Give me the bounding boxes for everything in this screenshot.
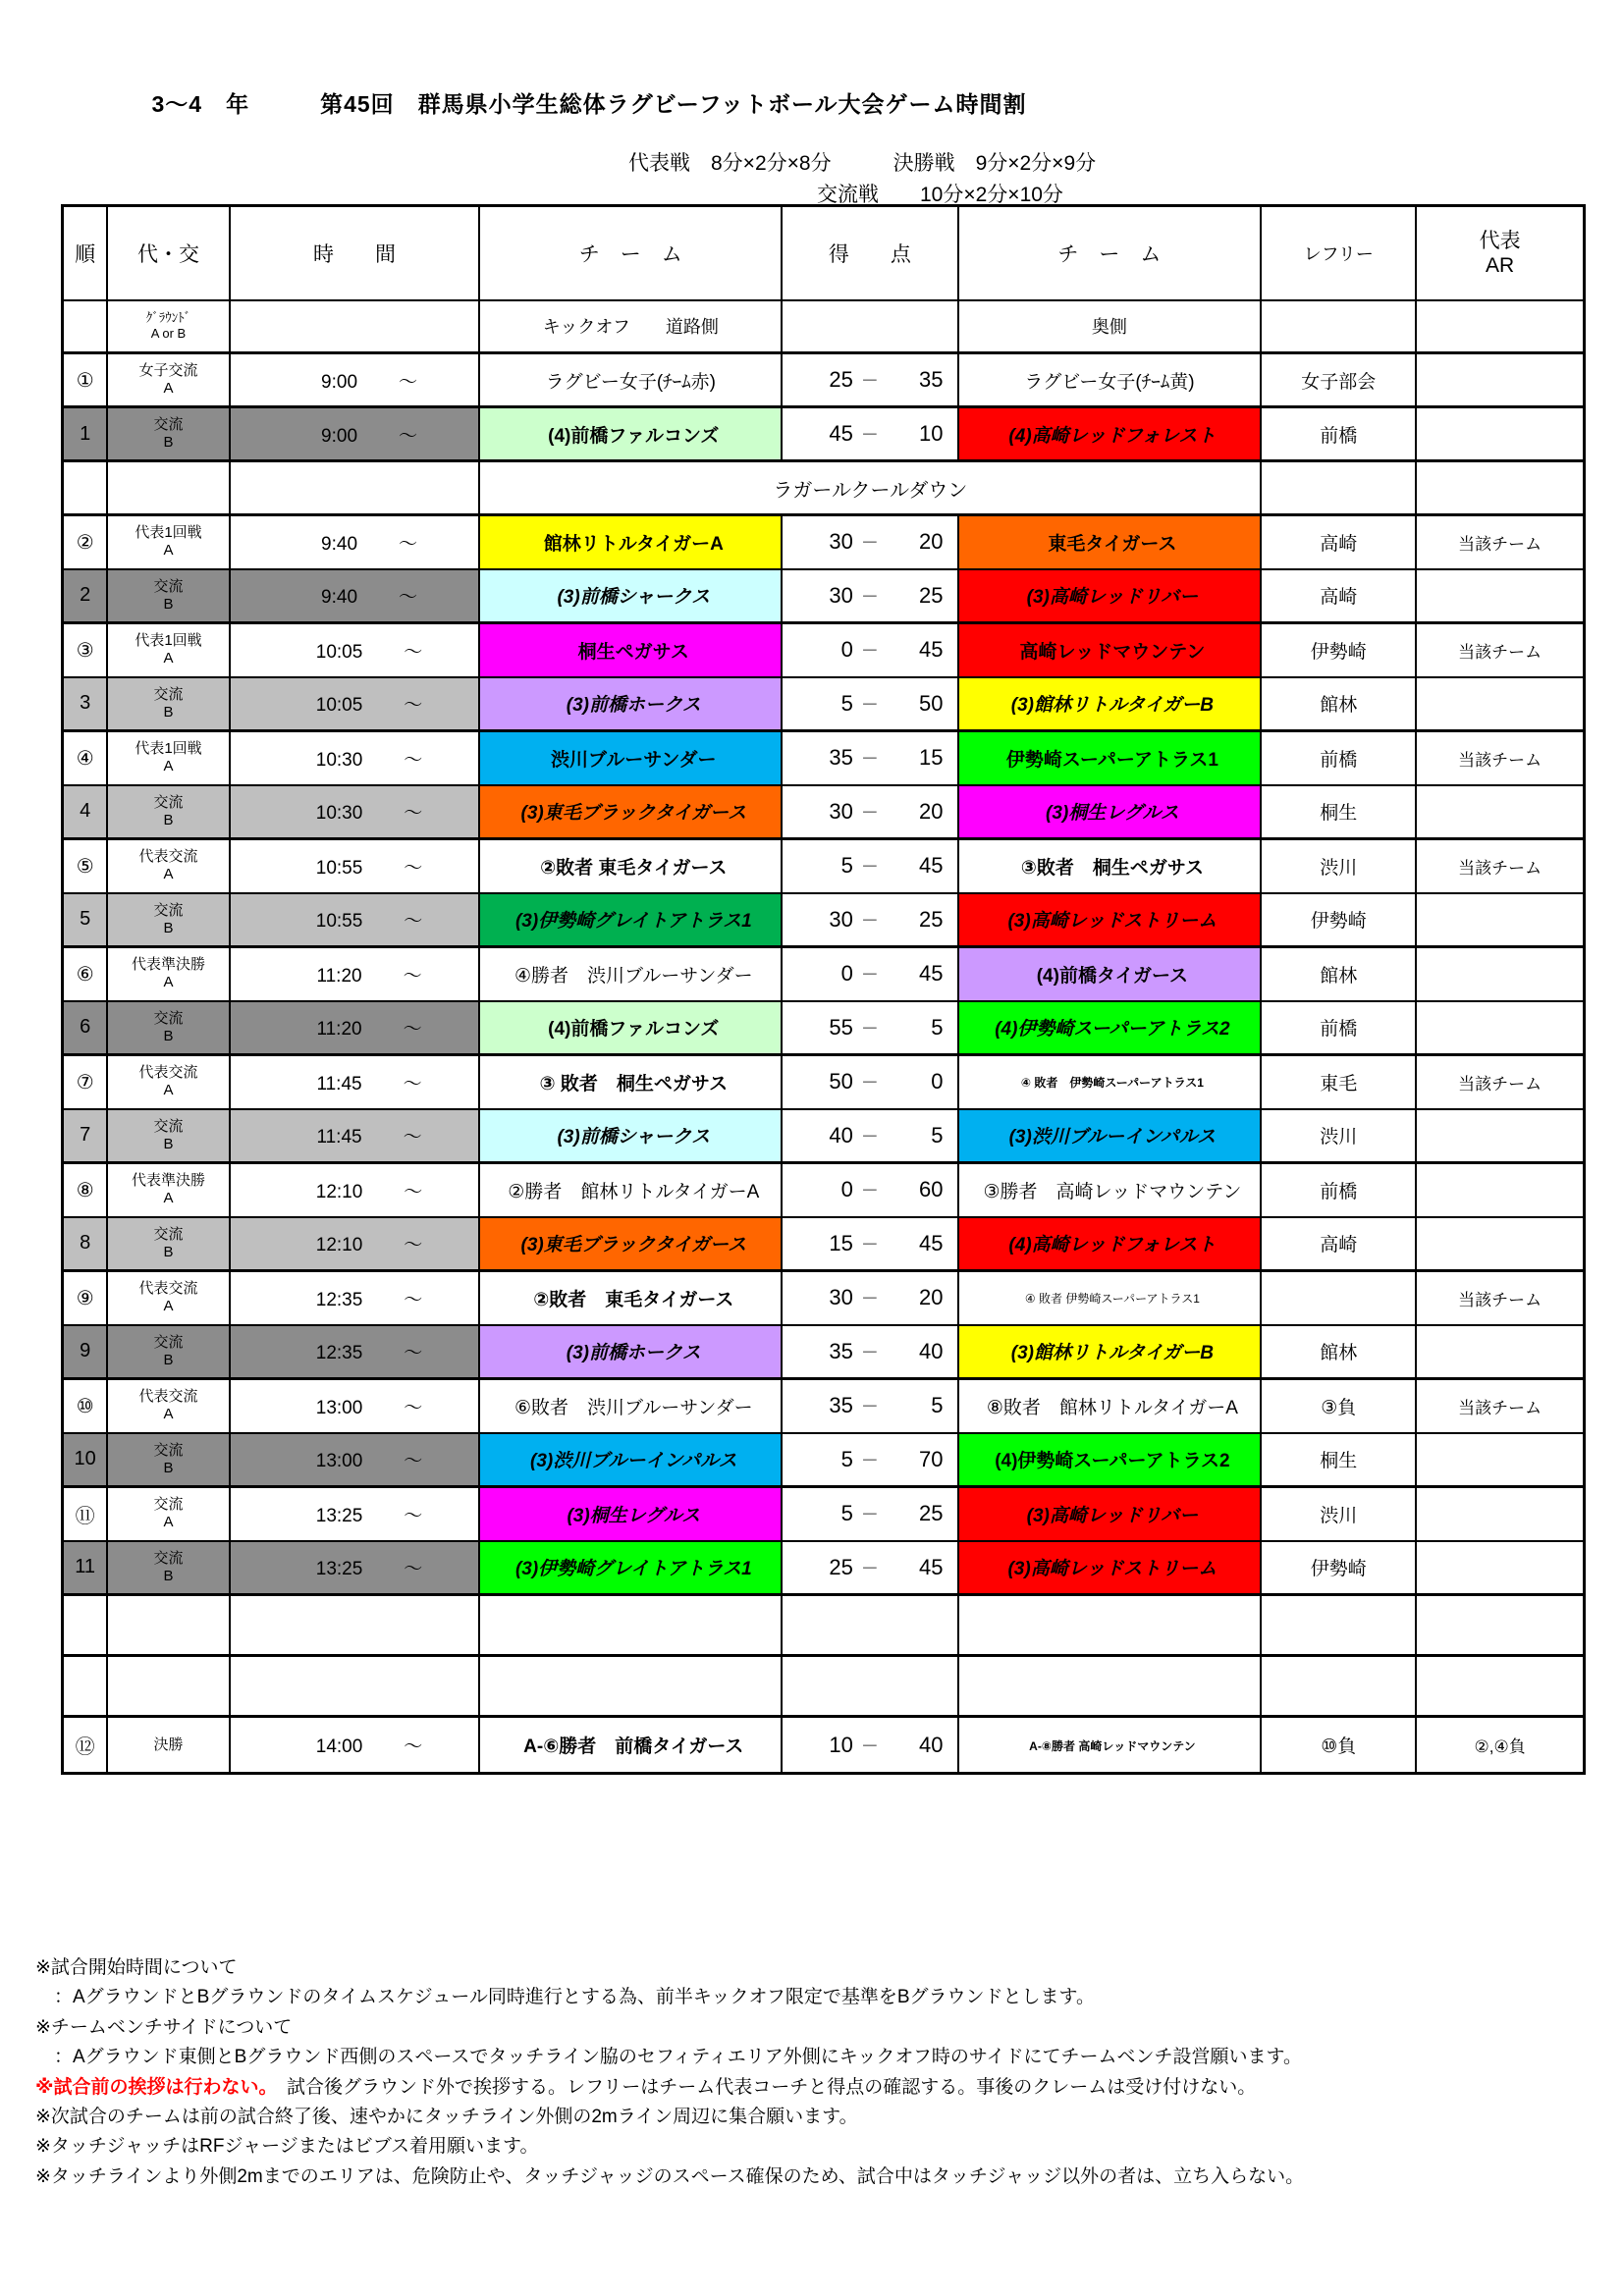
- footer-notes: [35, 1953, 1606, 2192]
- table-row: [63, 1109, 1585, 1163]
- time-cell: 11:45 ～: [230, 1109, 480, 1163]
- referee-cell: 館林: [1261, 947, 1416, 1001]
- score-cell: 5 － 70: [782, 1433, 957, 1487]
- order-cell: 3: [63, 677, 108, 731]
- time-cell: 9:40 ～: [230, 569, 480, 623]
- order-cell: ⑩: [63, 1379, 108, 1433]
- ar-cell: [1416, 461, 1584, 515]
- header-ar: 代表 AR: [1416, 206, 1584, 300]
- subheader-ground: ｸﾞﾗｳﾝﾄﾞ A or B: [107, 300, 229, 353]
- team2-cell: ⑧敗者 館林リトルタイガーA: [958, 1379, 1262, 1433]
- note-line: ※タッチラインより外側2mまでのエリアは、危険防止や、タッチジャッジのスペース確保のため、試合中はタッチジャッジ以外の者は、立ち入らない。: [35, 2165, 1305, 2187]
- referee-cell: 桐生: [1261, 1433, 1416, 1487]
- empty-cell: [958, 1595, 1262, 1656]
- team2-cell: ③敗者 桐生ペガサス: [958, 839, 1262, 893]
- ar-cell: [1416, 407, 1584, 461]
- team1-cell: (3)渋川ブルーインパルス: [479, 1433, 782, 1487]
- subheader-far-side: 奥側: [958, 300, 1262, 353]
- ar-cell: 当該チーム: [1416, 623, 1584, 677]
- category-cell: 交流 B: [107, 1433, 229, 1487]
- empty-cell: [782, 1656, 957, 1717]
- time-cell: 13:25 ～: [230, 1541, 480, 1595]
- table-row: [63, 1271, 1585, 1325]
- category-cell: 交流 B: [107, 1001, 229, 1055]
- ar-cell: 当該チーム: [1416, 839, 1584, 893]
- table-row: [63, 1717, 1585, 1774]
- referee-cell: [1261, 1271, 1416, 1325]
- score-cell: 25 － 35: [782, 353, 957, 407]
- subheader-blank-order: [63, 300, 108, 353]
- header-team2: チ ー ム: [958, 206, 1262, 300]
- team2-cell: ③勝者 高崎レッドマウンテン: [958, 1163, 1262, 1217]
- referee-cell: 前橋: [1261, 1001, 1416, 1055]
- order-cell: [63, 461, 108, 515]
- note-line: ※試合前の挨拶は行わない。 試合後グラウンド外で挨拶する。レフリーはチーム代表コーチと得点の確認する。事後のクレームは受け付けない。: [35, 2076, 1257, 2098]
- order-cell: ①: [63, 353, 108, 407]
- team1-cell: ④勝者 渋川ブルーサンダー: [479, 947, 782, 1001]
- score-cell: 5 － 50: [782, 677, 957, 731]
- time-cell: 11:20 ～: [230, 1001, 480, 1055]
- match-duration-exchange: 交流戦 10分×2分×10分: [817, 184, 1063, 206]
- table-row: [63, 947, 1585, 1001]
- category-cell: 代表交流 A: [107, 839, 229, 893]
- team2-cell: A-⑧勝者 高崎レッドマウンテン: [958, 1717, 1262, 1774]
- referee-cell: 桐生: [1261, 785, 1416, 839]
- header-team1: チ ー ム: [479, 206, 782, 300]
- ar-cell: 当該チーム: [1416, 1055, 1584, 1109]
- order-cell: 10: [63, 1433, 108, 1487]
- order-cell: ⑤: [63, 839, 108, 893]
- ar-cell: [1416, 677, 1584, 731]
- category-cell: 代表準決勝 A: [107, 947, 229, 1001]
- team2-cell: 高崎レッドマウンテン: [958, 623, 1262, 677]
- score-cell: 10 － 40: [782, 1717, 957, 1774]
- referee-cell: 高崎: [1261, 1217, 1416, 1271]
- time-cell: 12:35 ～: [230, 1271, 480, 1325]
- table-row: [63, 1163, 1585, 1217]
- ar-cell: ②,④負: [1416, 1717, 1584, 1774]
- table-row: [63, 677, 1585, 731]
- subheader-blank-ar: [1416, 300, 1584, 353]
- category-cell: 交流 B: [107, 1325, 229, 1379]
- table-row: [63, 1433, 1585, 1487]
- score-cell: 35 － 15: [782, 731, 957, 785]
- score-cell: 30 － 25: [782, 569, 957, 623]
- time-cell: 12:10 ～: [230, 1163, 480, 1217]
- score-cell: 50 － 0: [782, 1055, 957, 1109]
- order-cell: 11: [63, 1541, 108, 1595]
- ar-cell: [1416, 1001, 1584, 1055]
- ar-cell: [1416, 569, 1584, 623]
- category-cell: 交流 B: [107, 1217, 229, 1271]
- empty-cell: [1261, 1656, 1416, 1717]
- empty-cell: [63, 1656, 108, 1717]
- referee-cell: [1261, 461, 1416, 515]
- order-cell: 2: [63, 569, 108, 623]
- ar-cell: [1416, 893, 1584, 947]
- time-cell: 10:55 ～: [230, 839, 480, 893]
- referee-cell: 前橋: [1261, 407, 1416, 461]
- note-line: ※タッチジャッチはRFジャージまたはビブス着用願います。: [35, 2136, 539, 2158]
- time-cell: 9:00 ～: [230, 407, 480, 461]
- table-row: [63, 353, 1585, 407]
- referee-cell: 館林: [1261, 1325, 1416, 1379]
- empty-cell: [63, 1595, 108, 1656]
- score-cell: 5 － 45: [782, 839, 957, 893]
- time-cell: 11:45 ～: [230, 1055, 480, 1109]
- referee-cell: ③負: [1261, 1379, 1416, 1433]
- team2-cell: 東毛タイガース: [958, 515, 1262, 569]
- ar-cell: [1416, 1325, 1584, 1379]
- team2-cell: (3)高崎レッドリバー: [958, 1487, 1262, 1541]
- team1-cell: A-⑥勝者 前橋タイガース: [479, 1717, 782, 1774]
- table-row: [63, 1656, 1585, 1717]
- table-row: [63, 515, 1585, 569]
- table-row: [63, 839, 1585, 893]
- note-line: ：AグラウンドとBグラウンドのタイムスケジュール同時進行とする為、前半キックオフ限定で基準をBグラウンドとします。: [35, 1987, 1096, 2008]
- category-cell: 交流 B: [107, 407, 229, 461]
- team1-cell: ②敗者 東毛タイガース: [479, 1271, 782, 1325]
- referee-cell: 女子部会: [1261, 353, 1416, 407]
- table-row: [63, 1541, 1585, 1595]
- score-cell: 25 － 45: [782, 1541, 957, 1595]
- ar-cell: [1416, 1487, 1584, 1541]
- order-cell: 4: [63, 785, 108, 839]
- referee-cell: 高崎: [1261, 515, 1416, 569]
- team1-cell: ③ 敗者 桐生ペガサス: [479, 1055, 782, 1109]
- category-cell: 交流 B: [107, 1109, 229, 1163]
- referee-cell: 前橋: [1261, 731, 1416, 785]
- header-score: 得 点: [782, 206, 957, 300]
- score-cell: 35 － 5: [782, 1379, 957, 1433]
- team2-cell: (4)伊勢崎スーパーアトラス2: [958, 1001, 1262, 1055]
- time-cell: 10:05 ～: [230, 677, 480, 731]
- score-cell: 0 － 45: [782, 623, 957, 677]
- referee-cell: 渋川: [1261, 839, 1416, 893]
- team1-cell: (3)前橋シャークス: [479, 569, 782, 623]
- team1-cell: ②勝者 館林リトルタイガーA: [479, 1163, 782, 1217]
- order-cell: ⑦: [63, 1055, 108, 1109]
- order-cell: ③: [63, 623, 108, 677]
- score-cell: 0 － 45: [782, 947, 957, 1001]
- time-cell: 11:20 ～: [230, 947, 480, 1001]
- empty-cell: [479, 1656, 782, 1717]
- referee-cell: 伊勢崎: [1261, 893, 1416, 947]
- time-cell: 9:00 ～: [230, 353, 480, 407]
- team2-cell: (3)高崎レッドストリーム: [958, 893, 1262, 947]
- ar-cell: 当該チーム: [1416, 731, 1584, 785]
- score-cell: 5 － 25: [782, 1487, 957, 1541]
- table-row: [63, 407, 1585, 461]
- score-cell: 40 － 5: [782, 1109, 957, 1163]
- category-cell: 交流 B: [107, 569, 229, 623]
- category-cell: 代表交流 A: [107, 1055, 229, 1109]
- team1-cell: 桐生ペガサス: [479, 623, 782, 677]
- table-row: [63, 623, 1585, 677]
- team2-cell: (3)高崎レッドリバー: [958, 569, 1262, 623]
- time-cell: 9:40 ～: [230, 515, 480, 569]
- empty-cell: [1416, 1656, 1584, 1717]
- empty-cell: [230, 1595, 480, 1656]
- category-cell: 代表1回戦 A: [107, 515, 229, 569]
- team2-cell: (3)館林リトルタイガーB: [958, 677, 1262, 731]
- referee-cell: 渋川: [1261, 1487, 1416, 1541]
- order-cell: ⑧: [63, 1163, 108, 1217]
- schedule-body: [63, 353, 1585, 1774]
- category-cell: [107, 461, 229, 515]
- referee-cell: 高崎: [1261, 569, 1416, 623]
- table-row: [63, 893, 1585, 947]
- page-title: 3～4 年 第45回 群馬県小学生総体ラグビーフットボール大会ゲーム時間割: [151, 91, 1027, 117]
- empty-cell: [1261, 1595, 1416, 1656]
- header-time: 時 間: [230, 206, 480, 300]
- header-row: [63, 206, 1585, 300]
- category-cell: 代表1回戦 A: [107, 731, 229, 785]
- empty-cell: [479, 1595, 782, 1656]
- score-cell: 30 － 20: [782, 785, 957, 839]
- team2-cell: (4)伊勢崎スーパーアトラス2: [958, 1433, 1262, 1487]
- table-row: [63, 1217, 1585, 1271]
- time-cell: 10:30 ～: [230, 731, 480, 785]
- empty-cell: [107, 1595, 229, 1656]
- table-row: [63, 731, 1585, 785]
- time-cell: 10:05 ～: [230, 623, 480, 677]
- category-cell: 交流 B: [107, 1541, 229, 1595]
- table-row: [63, 1379, 1585, 1433]
- empty-cell: [782, 1595, 957, 1656]
- team2-cell: 伊勢崎スーパーアトラス1: [958, 731, 1262, 785]
- time-cell: 14:00 ～: [230, 1717, 480, 1774]
- category-cell: 女子交流 A: [107, 353, 229, 407]
- team2-cell: (3)館林リトルタイガーB: [958, 1325, 1262, 1379]
- time-cell: 13:00 ～: [230, 1433, 480, 1487]
- team2-cell: ラグビー女子(ﾁｰﾑ黄): [958, 353, 1262, 407]
- order-cell: ⑥: [63, 947, 108, 1001]
- team2-cell: ④ 敗者 伊勢崎スーパーアトラス1: [958, 1055, 1262, 1109]
- score-cell: 15 － 45: [782, 1217, 957, 1271]
- score-cell: 0 － 60: [782, 1163, 957, 1217]
- table-row: [63, 1325, 1585, 1379]
- score-cell: 30 － 20: [782, 1271, 957, 1325]
- category-cell: 交流 B: [107, 893, 229, 947]
- category-cell: 代表1回戦 A: [107, 623, 229, 677]
- subheader-kickoff-side: キックオフ 道路側: [479, 300, 782, 353]
- team1-cell: ⑥敗者 渋川ブルーサンダー: [479, 1379, 782, 1433]
- score-cell: 55 － 5: [782, 1001, 957, 1055]
- order-cell: ②: [63, 515, 108, 569]
- time-cell: 13:25 ～: [230, 1487, 480, 1541]
- order-cell: 6: [63, 1001, 108, 1055]
- order-cell: 9: [63, 1325, 108, 1379]
- score-cell: 45 － 10: [782, 407, 957, 461]
- team2-cell: (3)桐生レグルス: [958, 785, 1262, 839]
- empty-cell: [1416, 1595, 1584, 1656]
- team1-cell: (3)東毛ブラックタイガース: [479, 1217, 782, 1271]
- empty-cell: [107, 1656, 229, 1717]
- ar-cell: [1416, 1433, 1584, 1487]
- table-row: [63, 1001, 1585, 1055]
- header-order: 順: [63, 206, 108, 300]
- subheader-row: [63, 300, 1585, 353]
- order-cell: ⑫: [63, 1717, 108, 1774]
- order-cell: 5: [63, 893, 108, 947]
- subheader-blank-score: [782, 300, 957, 353]
- team2-cell: (4)前橋タイガース: [958, 947, 1262, 1001]
- time-cell: 12:35 ～: [230, 1325, 480, 1379]
- team2-cell: (4)高崎レッドフォレスト: [958, 1217, 1262, 1271]
- category-cell: 代表交流 A: [107, 1271, 229, 1325]
- team2-cell: (3)渋川ブルーインパルス: [958, 1109, 1262, 1163]
- category-cell: 決勝: [107, 1717, 229, 1774]
- team2-cell: ④ 敗者 伊勢崎スーパーアトラス1: [958, 1271, 1262, 1325]
- ar-cell: 当該チーム: [1416, 1379, 1584, 1433]
- ar-cell: 当該チーム: [1416, 1271, 1584, 1325]
- time-cell: 10:30 ～: [230, 785, 480, 839]
- ar-cell: [1416, 785, 1584, 839]
- team1-cell: (4)前橋ファルコンズ: [479, 407, 782, 461]
- time-cell: 13:00 ～: [230, 1379, 480, 1433]
- team1-cell: (4)前橋ファルコンズ: [479, 1001, 782, 1055]
- referee-cell: 伊勢崎: [1261, 1541, 1416, 1595]
- match-duration-representative: 代表戦 8分×2分×8分 決勝戦 9分×2分×9分: [628, 152, 1097, 175]
- ar-cell: [1416, 1217, 1584, 1271]
- team1-cell: ラグビー女子(ﾁｰﾑ赤): [479, 353, 782, 407]
- team1-cell: (3)東毛ブラックタイガース: [479, 785, 782, 839]
- table-row: [63, 1487, 1585, 1541]
- subheader-blank-referee: [1261, 300, 1416, 353]
- table-row: [63, 785, 1585, 839]
- ar-cell: [1416, 947, 1584, 1001]
- time-cell: [230, 461, 480, 515]
- referee-cell: 東毛: [1261, 1055, 1416, 1109]
- ar-cell: [1416, 1541, 1584, 1595]
- team1-cell: (3)伊勢崎グレイトアトラス1: [479, 1541, 782, 1595]
- team1-cell: (3)伊勢崎グレイトアトラス1: [479, 893, 782, 947]
- order-cell: ④: [63, 731, 108, 785]
- header-category: 代・交: [107, 206, 229, 300]
- team1-cell: (3)前橋ホークス: [479, 677, 782, 731]
- team1-cell: (3)桐生レグルス: [479, 1487, 782, 1541]
- category-cell: 交流 A: [107, 1487, 229, 1541]
- team1-cell: 館林リトルタイガーA: [479, 515, 782, 569]
- referee-cell: 館林: [1261, 677, 1416, 731]
- team1-cell: 渋川ブルーサンダー: [479, 731, 782, 785]
- ar-cell: [1416, 353, 1584, 407]
- team1-cell: (3)前橋シャークス: [479, 1109, 782, 1163]
- score-cell: 30 － 20: [782, 515, 957, 569]
- team1-cell: ②敗者 東毛タイガース: [479, 839, 782, 893]
- category-cell: 代表準決勝 A: [107, 1163, 229, 1217]
- order-cell: ⑪: [63, 1487, 108, 1541]
- empty-cell: [958, 1656, 1262, 1717]
- score-cell: 35 － 40: [782, 1325, 957, 1379]
- header-referee: レフリー: [1261, 206, 1416, 300]
- score-cell: 30 － 25: [782, 893, 957, 947]
- note-line: ：Aグラウンド東側とBグラウンド西側のスペースでタッチライン脇のセフィティエリア外側にキックオフ時のサイドにてチームベンチ設営願います。: [35, 2047, 1302, 2068]
- table-row: [63, 1595, 1585, 1656]
- referee-cell: ⑩負: [1261, 1717, 1416, 1774]
- schedule-table: [61, 204, 1586, 1775]
- note-line: ※試合開始時間について: [35, 1957, 238, 1978]
- table-row: [63, 569, 1585, 623]
- referee-cell: 渋川: [1261, 1109, 1416, 1163]
- category-cell: 代表交流 A: [107, 1379, 229, 1433]
- empty-cell: [230, 1656, 480, 1717]
- table-row: [63, 461, 1585, 515]
- category-cell: 交流 B: [107, 677, 229, 731]
- note-line: ※チームベンチサイドについて: [35, 2016, 293, 2038]
- note-line: ※次試合のチームは前の試合終了後、速やかにタッチライン外側の2mライン周辺に集合願います。: [35, 2106, 858, 2127]
- ar-cell: [1416, 1109, 1584, 1163]
- order-cell: 8: [63, 1217, 108, 1271]
- subheader-blank-time: [230, 300, 480, 353]
- cooldown-cell: ラガールクールダウン: [479, 461, 1261, 515]
- team1-cell: (3)前橋ホークス: [479, 1325, 782, 1379]
- time-cell: 10:55 ～: [230, 893, 480, 947]
- referee-cell: 前橋: [1261, 1163, 1416, 1217]
- referee-cell: 伊勢崎: [1261, 623, 1416, 677]
- ar-cell: [1416, 1163, 1584, 1217]
- table-row: [63, 1055, 1585, 1109]
- team2-cell: (3)高崎レッドストリーム: [958, 1541, 1262, 1595]
- ar-cell: 当該チーム: [1416, 515, 1584, 569]
- order-cell: ⑨: [63, 1271, 108, 1325]
- order-cell: 7: [63, 1109, 108, 1163]
- team2-cell: (4)高崎レッドフォレスト: [958, 407, 1262, 461]
- time-cell: 12:10 ～: [230, 1217, 480, 1271]
- category-cell: 交流 B: [107, 785, 229, 839]
- order-cell: 1: [63, 407, 108, 461]
